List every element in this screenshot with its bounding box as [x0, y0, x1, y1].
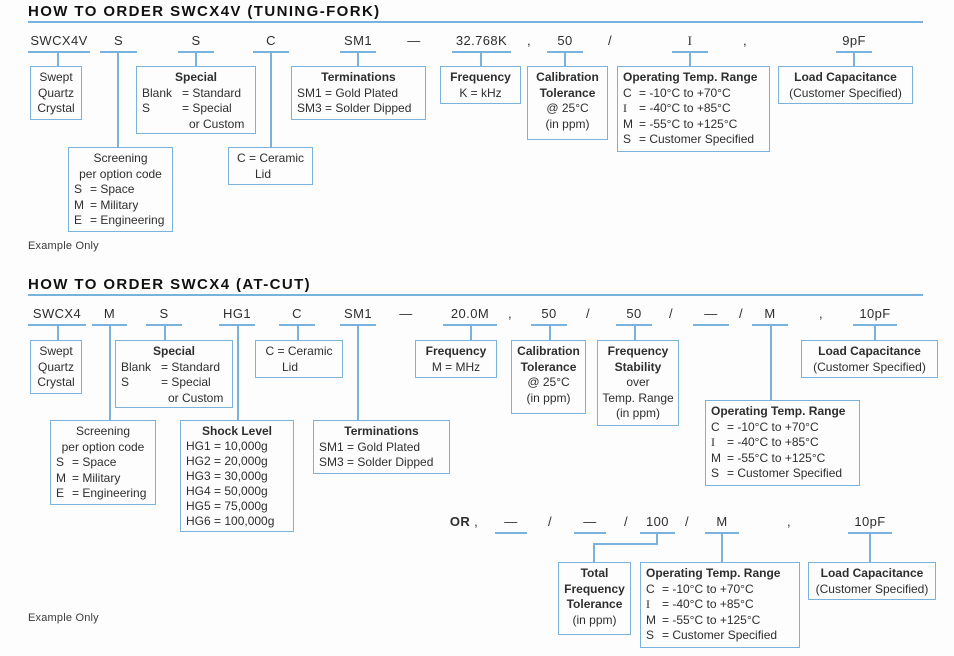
pn2-dash-separator: —: [399, 306, 413, 321]
pn1-slash-1: /: [607, 33, 612, 48]
frequency-box: [415, 340, 497, 378]
box-line: Temp. Range: [602, 390, 674, 405]
box-line: Quartz: [37, 359, 74, 374]
pn1-screening-code: S: [100, 32, 137, 53]
box-line: per option code: [79, 166, 162, 181]
load-capacitance-box: [808, 562, 936, 600]
or-temp-code: M: [705, 513, 739, 534]
box-title: Tolerance: [520, 359, 577, 374]
box-line: I = -40°C to +85°C: [646, 597, 754, 611]
box-title: Frequency: [450, 70, 511, 84]
box-title: Tolerance: [566, 597, 623, 611]
connector-line: [357, 324, 359, 420]
box-line: Lid: [282, 359, 299, 374]
pn2-calibration-code: 50: [531, 305, 567, 326]
box-title: Operating Temp. Range: [623, 70, 758, 84]
pn2-special-code: S: [146, 305, 182, 326]
box-title: Screening: [75, 424, 131, 438]
box-title: Tolerance: [539, 85, 596, 100]
pn2-comma-2: ,: [818, 306, 823, 321]
pn2-model: SWCX4: [28, 305, 86, 326]
box-line: Lid: [255, 166, 272, 181]
pn2-termination-code: SM1: [340, 305, 376, 326]
box-line: (Customer Specified): [789, 85, 902, 100]
connector-line: [853, 51, 855, 66]
box-line: M = -55°C to +125°C: [623, 116, 738, 131]
box-line: E = Engineering: [74, 213, 165, 227]
pn2-comma-1: ,: [507, 306, 512, 321]
connector-line: [195, 51, 197, 66]
load-capacitance-box: [801, 340, 938, 378]
or-label: OR ,: [449, 514, 479, 529]
box-title: Load Capacitance: [818, 344, 921, 358]
box-line: M = MHz: [431, 359, 481, 374]
box-line: M = Military: [56, 470, 121, 485]
box-title: Frequency: [425, 344, 487, 358]
calibration-tolerance-box: [527, 66, 608, 140]
pn1-lid-code: C: [253, 32, 289, 53]
frequency-stability-box: [597, 340, 679, 426]
connector-line: [357, 51, 359, 66]
connector-line: [770, 324, 772, 400]
connector-line: [297, 324, 299, 340]
box-title: Terminations: [321, 70, 396, 84]
connector-line: [480, 51, 482, 66]
pn2-screening-code: M: [92, 305, 127, 326]
box-line: HG5 = 75,000g: [186, 499, 268, 513]
section1-title-rule: [28, 21, 923, 23]
frequency-box: [440, 66, 521, 104]
box-line: SM1 = Gold Plated: [297, 85, 399, 100]
box-line: (Customer Specified): [813, 359, 926, 374]
screening-box: [50, 420, 156, 505]
pn1-comma-1: ,: [526, 33, 531, 48]
box-line: C = -10°C to +70°C: [711, 419, 819, 434]
box-line: SM1 = Gold Plated: [319, 439, 421, 454]
box-line: Blank = Standard: [142, 85, 242, 100]
box-line: Blank = Standard: [121, 359, 221, 374]
box-line: @ 25°C: [546, 101, 589, 115]
box-line: S = Customer Specified: [711, 466, 843, 480]
box-title: Special: [174, 70, 218, 84]
connector-line: [470, 324, 472, 340]
box-line: Crystal: [37, 101, 75, 115]
connector-line: [549, 324, 551, 340]
box-line: C = Ceramic: [265, 344, 333, 358]
box-line: (Customer Specified): [815, 581, 929, 596]
box-line: (in ppm): [526, 390, 571, 405]
pn2-shock-code: HG1: [219, 305, 255, 326]
box-line: or Custom: [189, 116, 245, 131]
box-title: Operating Temp. Range: [711, 404, 846, 418]
or-slash-1: /: [547, 514, 552, 529]
operating-temp-range-box: [640, 562, 800, 648]
special-box: [115, 340, 233, 408]
pn1-temp-code: I: [672, 32, 708, 53]
special-box: [136, 66, 256, 134]
box-title: Load Capacitance: [820, 566, 924, 580]
connector-line: [593, 543, 658, 545]
connector-line: [109, 324, 111, 420]
box-line: S = Space: [56, 455, 117, 469]
box-line: SM3 = Solder Dipped: [319, 455, 434, 469]
pn2-slash-1: /: [585, 306, 590, 321]
pn1-load-code: 9pF: [836, 32, 872, 53]
pn1-comma-2: ,: [742, 33, 747, 48]
box-line: (in ppm): [572, 612, 617, 627]
box-line: or Custom: [168, 390, 224, 405]
section2-title-rule: [28, 294, 923, 296]
pn1-dash-separator: —: [407, 33, 421, 48]
pn2-slash-2: /: [668, 306, 673, 321]
swept-quartz-crystal-box: [30, 66, 82, 120]
box-line: Swept: [39, 344, 73, 358]
box-line: I = -40°C to +85°C: [711, 435, 819, 449]
pn1-special-code: S: [178, 32, 214, 53]
operating-temp-range-box: [705, 400, 860, 486]
box-title: Terminations: [344, 424, 419, 438]
box-line: S = Customer Specified: [623, 132, 755, 146]
terminations-box: [291, 66, 426, 120]
box-title: Frequency: [564, 581, 625, 596]
box-line: C = Ceramic: [236, 151, 304, 165]
pn2-total-tolerance-code: —: [693, 305, 729, 326]
connector-line: [689, 51, 691, 66]
pn1-calibration-code: 50: [547, 32, 583, 53]
swept-quartz-crystal-box: [30, 340, 82, 394]
ceramic-lid-box: [255, 340, 343, 378]
pn2-slash-3: /: [738, 306, 743, 321]
connector-line: [164, 324, 166, 340]
box-line: M = -55°C to +125°C: [711, 450, 826, 465]
box-line: S = Special: [142, 101, 232, 115]
box-line: Quartz: [37, 85, 74, 100]
box-line: Swept: [39, 70, 73, 84]
box-line: S = Customer Specified: [646, 628, 778, 642]
pn2-lid-code: C: [279, 305, 315, 326]
box-line: HG6 = 100,000g: [186, 514, 275, 528]
connector-line: [57, 51, 59, 66]
box-line: @ 25°C: [527, 375, 570, 389]
pn2-temp-code: M: [752, 305, 788, 326]
connector-line: [270, 51, 272, 147]
pn2-frequency-code: 20.0M: [443, 305, 497, 326]
box-line: (in ppm): [615, 406, 660, 420]
connector-line: [117, 51, 119, 147]
box-line: HG3 = 30,000g: [186, 469, 268, 483]
box-line: M = Military: [74, 197, 139, 212]
pn1-termination-code: SM1: [340, 32, 376, 53]
box-line: HG2 = 20,000g: [186, 454, 268, 468]
box-line: K = kHz: [459, 85, 502, 100]
box-title: Calibration: [517, 344, 580, 358]
total-frequency-tolerance-box: [558, 562, 631, 635]
box-line: HG1 = 10,000g: [186, 439, 268, 453]
connector-line: [57, 324, 59, 340]
calibration-tolerance-box: [511, 340, 586, 414]
screening-box: [68, 147, 173, 232]
connector-line: [237, 324, 239, 420]
connector-line: [721, 532, 723, 562]
box-line: I = -40°C to +85°C: [623, 101, 731, 115]
box-line: Crystal: [37, 375, 75, 389]
example-only-note: Example Only: [28, 612, 99, 624]
ceramic-lid-box: [228, 147, 313, 185]
terminations-box: [313, 420, 450, 474]
box-line: over: [626, 375, 650, 389]
or-total-tolerance-code: 100: [640, 513, 675, 534]
section1-title: HOW TO ORDER SWCX4V (TUNING-FORK): [28, 3, 381, 20]
section2-title: HOW TO ORDER SWCX4 (AT-CUT): [28, 276, 312, 293]
box-title: Calibration: [536, 70, 599, 84]
box-title: Shock Level: [201, 424, 273, 438]
box-title: Screening: [93, 151, 148, 165]
connector-line: [634, 324, 636, 340]
pn2-stability-code: 50: [616, 305, 652, 326]
or-load-code: 10pF: [848, 513, 892, 534]
load-capacitance-box: [778, 66, 913, 104]
box-line: (in ppm): [545, 116, 590, 131]
box-line: M = -55°C to +125°C: [646, 612, 761, 627]
or-slash-3: /: [684, 514, 689, 529]
box-line: per option code: [61, 439, 145, 454]
connector-line: [564, 51, 566, 66]
box-title: Special: [152, 344, 196, 358]
box-title: Load Capacitance: [794, 70, 897, 84]
or-stability-blank: —: [574, 513, 606, 534]
box-line: E = Engineering: [56, 486, 147, 500]
connector-line: [869, 532, 871, 562]
shock-level-box: [180, 420, 294, 532]
or-comma: ,: [786, 514, 791, 529]
box-line: S = Special: [121, 375, 211, 389]
box-line: SM3 = Solder Dipped: [297, 101, 412, 115]
pn1-frequency-code: 32.768K: [452, 32, 511, 53]
box-line: C = -10°C to +70°C: [623, 85, 731, 100]
box-line: HG4 = 50,000g: [186, 484, 268, 498]
box-line: S = Space: [74, 182, 135, 196]
operating-temp-range-box: [617, 66, 770, 152]
box-title: Operating Temp. Range: [646, 566, 781, 580]
or-slash-2: /: [623, 514, 628, 529]
connector-line: [593, 543, 595, 562]
or-calibration-blank: —: [495, 513, 527, 534]
box-line: C = -10°C to +70°C: [646, 581, 754, 596]
box-title: Stability: [614, 359, 662, 374]
pn1-model: SWCX4V: [28, 32, 90, 53]
connector-line: [874, 324, 876, 340]
example-only-note: Example Only: [28, 240, 99, 252]
box-title: Frequency: [607, 344, 669, 358]
pn2-load-code: 10pF: [853, 305, 897, 326]
box-title: Total: [580, 566, 609, 580]
